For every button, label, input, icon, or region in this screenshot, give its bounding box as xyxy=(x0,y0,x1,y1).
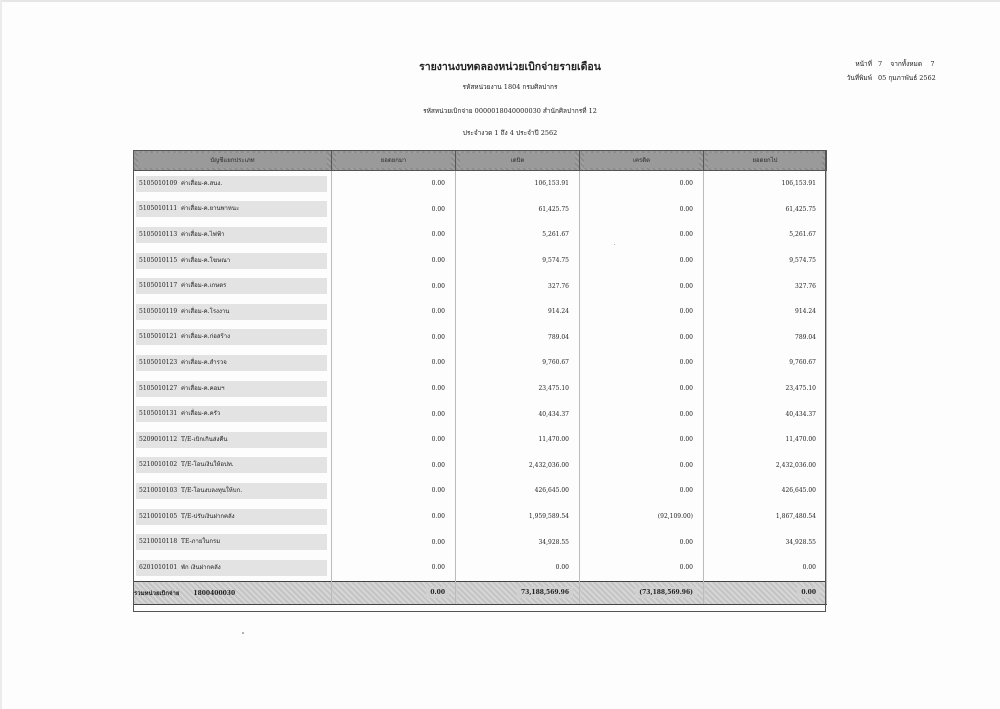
account-cell xyxy=(134,529,332,555)
balance-bf: 0.00 xyxy=(332,171,456,197)
balance-bf: 0.00 xyxy=(332,325,456,351)
page-edge xyxy=(0,0,1000,2)
table-header-row xyxy=(134,151,827,171)
account-name: ค่าเสื่อม-ค.ก่อสร้าง xyxy=(181,333,231,341)
debit-amount: 11,470.00 xyxy=(456,427,580,453)
page-edge xyxy=(0,0,2,709)
table-row xyxy=(134,453,827,479)
debit-amount: 40,434.37 xyxy=(456,401,580,427)
account-code: 5105010115 xyxy=(139,256,178,264)
balance-bf: 0.00 xyxy=(332,273,456,299)
account-code: 5105010127 xyxy=(139,384,178,392)
credit-amount: 0.00 xyxy=(580,453,704,479)
account-code: 5105010111 xyxy=(139,205,178,213)
debit-amount: 426,645.00 xyxy=(456,478,580,504)
account-cell xyxy=(134,248,332,274)
print-date-label: วันที่พิมพ์ xyxy=(846,74,872,82)
account-name: ค่าเสื่อม-ค.โรงงาน xyxy=(181,307,230,315)
total-pages-label: จากทั้งหมด xyxy=(890,60,923,68)
column-header: ยอดยกมา xyxy=(332,151,456,171)
account-code: 6201010101 xyxy=(139,563,178,571)
total-unit: 1800400030 xyxy=(193,589,236,597)
debit-amount: 0.00 xyxy=(456,555,580,581)
debit-amount: 327.76 xyxy=(456,273,580,299)
account-name: ค่าเสื่อม-ค.ไฟฟ้า xyxy=(181,230,225,238)
report-header xyxy=(300,58,720,140)
table-row xyxy=(134,273,827,299)
balance-bf: 0.00 xyxy=(332,453,456,479)
balance-bf: 0.00 xyxy=(332,555,456,581)
account-cell xyxy=(134,401,332,427)
page-info xyxy=(838,57,968,85)
balance-cf: 5,261.67 xyxy=(704,222,827,248)
balance-cf: 0.00 xyxy=(704,555,827,581)
debit-amount: 789.04 xyxy=(456,325,580,351)
debit-amount: 9,574.75 xyxy=(456,248,580,274)
account-name: พัก เงินฝากคลัง xyxy=(181,563,221,571)
account-code: 5105010117 xyxy=(139,282,178,290)
balance-bf: 0.00 xyxy=(332,350,456,376)
account-cell xyxy=(134,555,332,581)
credit-amount: 0.00 xyxy=(580,171,704,197)
table-row xyxy=(134,401,827,427)
table-row xyxy=(134,248,827,274)
credit-amount: 0.00 xyxy=(580,222,704,248)
debit-amount: 61,425.75 xyxy=(456,197,580,223)
account-cell xyxy=(134,222,332,248)
account-code: 5105010121 xyxy=(139,333,178,341)
balance-cf: 61,425.75 xyxy=(704,197,827,223)
table-row xyxy=(134,504,827,530)
account-name: T/E-เบิกเกินส่งคืน xyxy=(181,435,228,443)
account-cell xyxy=(134,299,332,325)
table-row xyxy=(134,299,827,325)
balance-cf: 23,475.10 xyxy=(704,376,827,402)
account-code: 5105010123 xyxy=(139,358,178,366)
credit-amount: 0.00 xyxy=(580,427,704,453)
account-code: 5105010131 xyxy=(139,410,178,418)
account-cell xyxy=(134,376,332,402)
balance-bf: 0.00 xyxy=(332,427,456,453)
account-name: ค่าเสื่อม-ค.สนง. xyxy=(181,179,223,187)
account-cell xyxy=(134,478,332,504)
balance-cf: 9,574.75 xyxy=(704,248,827,274)
account-code: 5209010112 xyxy=(139,435,178,443)
table-row xyxy=(134,555,827,581)
report-title: รายงานงบทดลองหน่วยเบิกจ่ายรายเดือน xyxy=(419,61,601,73)
total-pages: 7 xyxy=(930,60,935,68)
column-header: ยอดยกไป xyxy=(704,151,827,171)
table-row xyxy=(134,222,827,248)
credit-amount: 0.00 xyxy=(580,478,704,504)
credit-amount: 0.00 xyxy=(580,197,704,223)
account-code: 5105010119 xyxy=(139,307,178,315)
total-credit: (73,188,569.96) xyxy=(580,581,704,604)
account-cell xyxy=(134,427,332,453)
table-row xyxy=(134,376,827,402)
debit-amount: 34,928.55 xyxy=(456,529,580,555)
account-cell xyxy=(134,350,332,376)
account-cell xyxy=(134,453,332,479)
total-debit: 73,188,569.96 xyxy=(456,581,580,604)
column-header: บัญชีแยกประเภท xyxy=(134,151,332,171)
credit-amount: 0.00 xyxy=(580,555,704,581)
table-row xyxy=(134,427,827,453)
debit-amount: 106,153.91 xyxy=(456,171,580,197)
credit-amount: 0.00 xyxy=(580,299,704,325)
page-number-row xyxy=(838,57,968,71)
balance-cf: 9,760.67 xyxy=(704,350,827,376)
debit-amount: 9,760.67 xyxy=(456,350,580,376)
balance-cf: 426,645.00 xyxy=(704,478,827,504)
balance-bf: 0.00 xyxy=(332,504,456,530)
table-row xyxy=(134,350,827,376)
debit-amount: 5,261.67 xyxy=(456,222,580,248)
account-cell xyxy=(134,273,332,299)
balance-cf: 1,867,480.54 xyxy=(704,504,827,530)
account-cell xyxy=(134,197,332,223)
balance-bf: 0.00 xyxy=(332,376,456,402)
print-date-row xyxy=(838,71,968,85)
balance-cf: 2,432,036.00 xyxy=(704,453,827,479)
credit-amount: 0.00 xyxy=(580,248,704,274)
balance-cf: 914.24 xyxy=(704,299,827,325)
account-code: 5105010109 xyxy=(139,179,178,187)
scan-speck xyxy=(242,632,244,634)
total-label-cell xyxy=(134,581,332,604)
total-label: รวมหน่วยเบิกจ่าย xyxy=(134,589,180,597)
balance-cf: 40,434.37 xyxy=(704,401,827,427)
table-row xyxy=(134,171,827,197)
account-name: ค่าเสื่อม-ค.โฆษณา xyxy=(181,256,231,264)
column-header: เครดิต xyxy=(580,151,704,171)
debit-amount: 23,475.10 xyxy=(456,376,580,402)
page-number: 7 xyxy=(878,60,883,68)
credit-amount: 0.00 xyxy=(580,529,704,555)
balance-bf: 0.00 xyxy=(332,222,456,248)
balance-cf: 327.76 xyxy=(704,273,827,299)
credit-amount: 0.00 xyxy=(580,325,704,351)
account-name: T/E-โอนเงินให้อปท. xyxy=(181,461,234,469)
account-code: 5210010103 xyxy=(139,486,178,494)
total-cf: 0.00 xyxy=(704,581,827,604)
credit-amount: (92,109.00) xyxy=(580,504,704,530)
credit-amount: 0.00 xyxy=(580,401,704,427)
account-code: 5210010118 xyxy=(139,538,178,546)
credit-amount: 0.00 xyxy=(580,273,704,299)
account-name: TE-ภายในกรม xyxy=(181,538,221,546)
balance-bf: 0.00 xyxy=(332,197,456,223)
account-name: ค่าเสื่อม-ค.คอมฯ xyxy=(181,384,225,392)
balance-cf: 789.04 xyxy=(704,325,827,351)
account-code: 5210010102 xyxy=(139,461,178,469)
balance-bf: 0.00 xyxy=(332,248,456,274)
table-row xyxy=(134,529,827,555)
column-header: เดบิต xyxy=(456,151,580,171)
credit-amount: 0.00 xyxy=(580,376,704,402)
table-row xyxy=(134,325,827,351)
account-name: ค่าเสื่อม-ค.ยานพาหนะ xyxy=(181,205,240,213)
scan-speck xyxy=(614,244,615,245)
balance-cf: 34,928.55 xyxy=(704,529,827,555)
print-date: 05 กุมภาพันธ์ 2562 xyxy=(878,74,936,82)
account-name: ค่าเสื่อม-ค.ครัว xyxy=(181,410,221,418)
account-name: T/E-โอนงบลงทุนให้บก. xyxy=(181,486,243,494)
page-label: หน้าที่ xyxy=(855,60,872,68)
balance-bf: 0.00 xyxy=(332,299,456,325)
balance-cf: 11,470.00 xyxy=(704,427,827,453)
account-cell xyxy=(134,504,332,530)
total-bf: 0.00 xyxy=(332,581,456,604)
table-row xyxy=(134,478,827,504)
debit-amount: 914.24 xyxy=(456,299,580,325)
table-row xyxy=(134,197,827,223)
account-name: ค่าเสื่อม-ค.เกษตร xyxy=(181,282,227,290)
account-code: 5105010113 xyxy=(139,230,178,238)
account-cell xyxy=(134,325,332,351)
credit-amount: 0.00 xyxy=(580,350,704,376)
balance-bf: 0.00 xyxy=(332,529,456,555)
account-cell xyxy=(134,171,332,197)
account-name: ค่าเสื่อม-ค.สำรวจ xyxy=(181,358,227,366)
period-line: ประจำงวด 1 ถึง 4 ประจำปี 2562 xyxy=(462,129,558,137)
debit-amount: 2,432,036.00 xyxy=(456,453,580,479)
debit-amount: 1,959,589.54 xyxy=(456,504,580,530)
balance-bf: 0.00 xyxy=(332,478,456,504)
disbursement-unit-line: รหัสหน่วยเบิกจ่าย 0000018040000030 สำนักศิลปากรที่ 12 xyxy=(423,107,597,115)
balance-cf: 106,153.91 xyxy=(704,171,827,197)
total-row xyxy=(134,581,827,604)
account-name: T/E-ปรับเงินฝากคลัง xyxy=(181,512,235,520)
account-code: 5210010105 xyxy=(139,512,178,520)
trial-balance-table xyxy=(133,150,827,605)
agency-line: รหัสหน่วยงาน 1804 กรมศิลปากร xyxy=(462,83,558,91)
balance-bf: 0.00 xyxy=(332,401,456,427)
